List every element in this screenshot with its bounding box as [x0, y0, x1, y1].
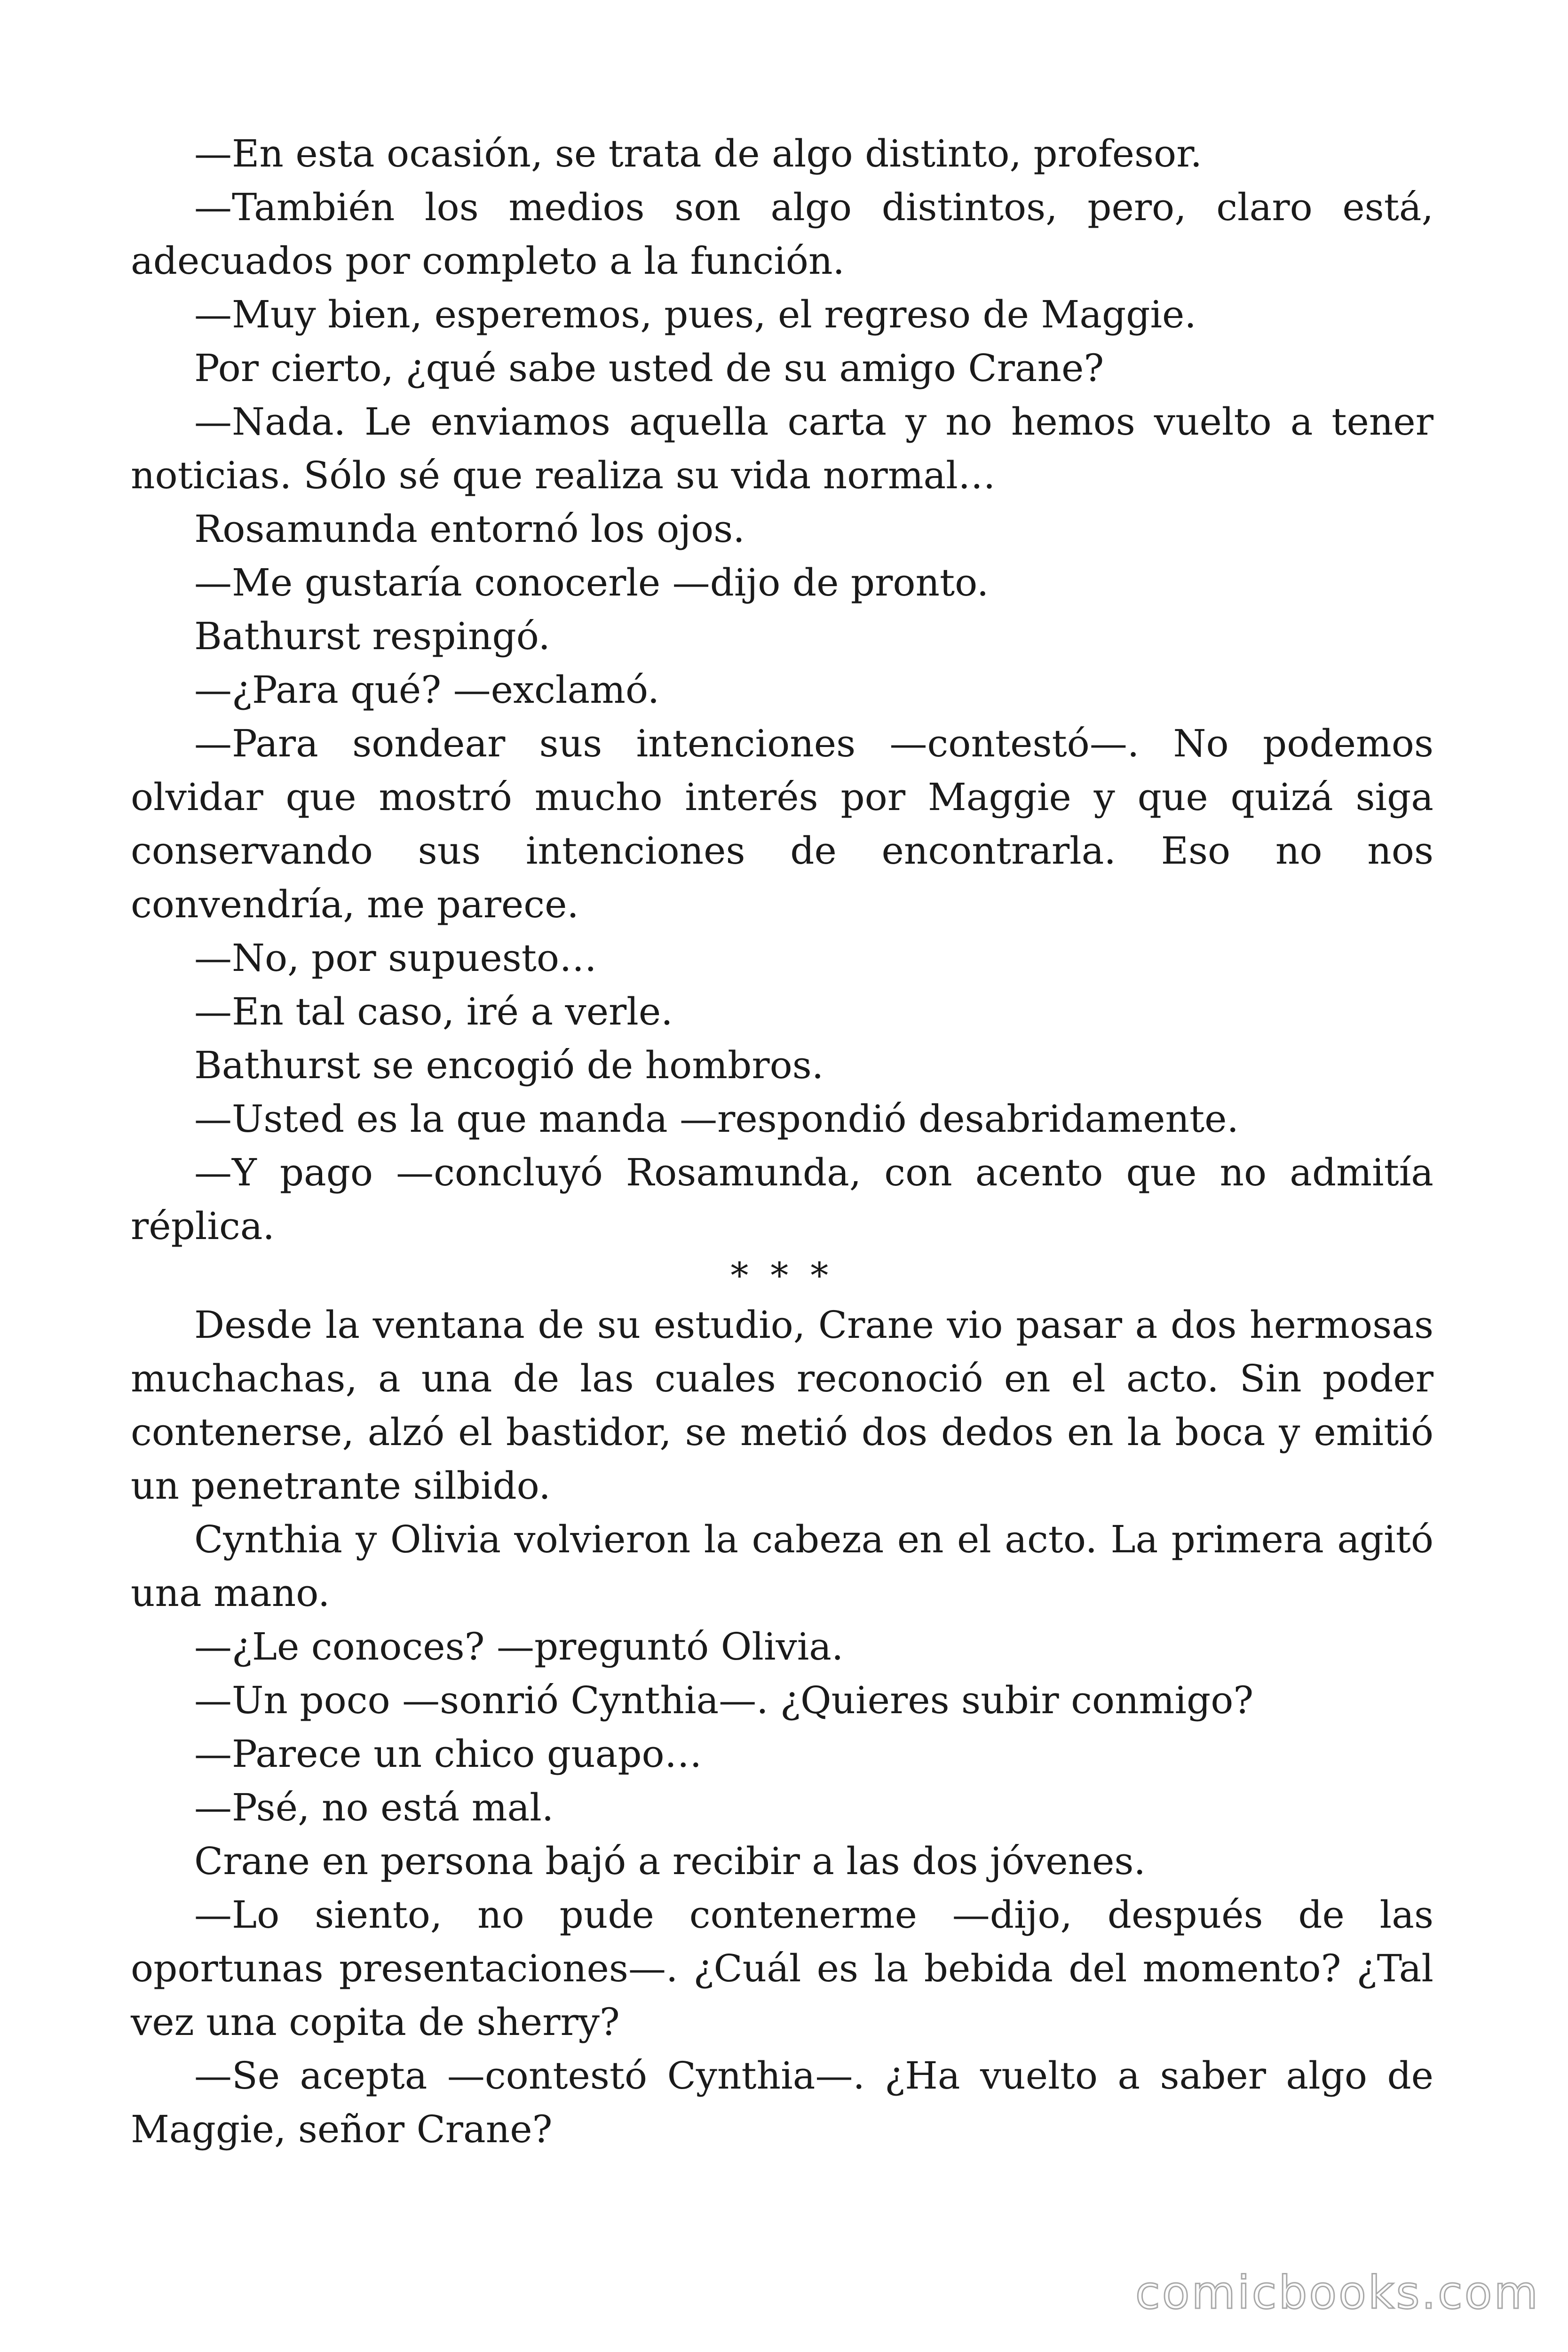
- paragraph: —¿Le conoces? —preguntó Olivia.: [194, 1625, 844, 1669]
- paragraph: —Un poco —sonrió Cynthia—. ¿Quieres subir conmigo?: [194, 1678, 1254, 1722]
- watermark-logo: comicbooks.com: [1135, 2266, 1540, 2319]
- paragraph: —Parece un chico guapo…: [194, 1732, 702, 1776]
- paragraph: —Se acepta —contestó Cynthia—. ¿Ha vuelto a saber algo de Maggie, señor Crane?: [131, 2054, 1433, 2151]
- paragraph: Por cierto, ¿qué sabe usted de su amigo Crane?: [194, 346, 1104, 390]
- paragraph: —Nada. Le enviamos aquella carta y no hemos vuelto a tener noticias. Sólo sé que realiza su vida normal…: [131, 400, 1433, 497]
- paragraph: —Me gustaría conocerle —dijo de pronto.: [194, 561, 989, 604]
- paragraph: Desde la ventana de su estudio, Crane vio pasar a dos hermosas muchachas, a una de las cuales reconoció en el acto. Sin poder contenerse, alzó el bastidor, se metió dos dedos en la boca y emitió un penetrante silbido.: [131, 1303, 1433, 1508]
- paragraph: —Usted es la que manda —respondió desabridamente.: [194, 1097, 1239, 1141]
- paragraph: Bathurst se encogió de hombros.: [194, 1043, 824, 1087]
- paragraph: —¿Para qué? —exclamó.: [194, 668, 660, 712]
- paragraph: Cynthia y Olivia volvieron la cabeza en el acto. La primera agitó una mano.: [131, 1518, 1433, 1615]
- scene-separator: * * *: [730, 1255, 834, 1296]
- paragraph: Rosamunda entornó los ojos.: [194, 507, 745, 551]
- paragraph: —Lo siento, no pude contenerme —dijo, después de las oportunas presentaciones—. ¿Cuál es la bebida del momento? ¿Tal vez una copita de sherry?: [131, 1893, 1433, 2044]
- paragraph: Bathurst respingó.: [194, 614, 550, 658]
- paragraph: —También los medios son algo distintos, pero, claro está, adecuados por completo a la función.: [131, 185, 1433, 283]
- paragraph: —Psé, no está mal.: [194, 1786, 554, 1829]
- paragraph: —En tal caso, iré a verle.: [194, 990, 673, 1033]
- paragraph: —Para sondear sus intenciones —contestó—. No podemos olvidar que mostró mucho interés por Maggie y que quizá siga conservando sus intenciones de encontrarla. Eso no nos convendría, me parece.: [131, 722, 1433, 926]
- paragraph: —Y pago —concluyó Rosamunda, con acento que no admitía réplica.: [131, 1151, 1433, 1248]
- paragraph: —En esta ocasión, se trata de algo distinto, profesor.: [194, 132, 1203, 175]
- page-body: [131, 127, 1433, 2156]
- paragraph: Crane en persona bajó a recibir a las dos jóvenes.: [194, 1839, 1146, 1883]
- paragraph: —No, por supuesto…: [194, 936, 597, 980]
- paragraph: —Muy bien, esperemos, pues, el regreso de Maggie.: [194, 293, 1196, 336]
